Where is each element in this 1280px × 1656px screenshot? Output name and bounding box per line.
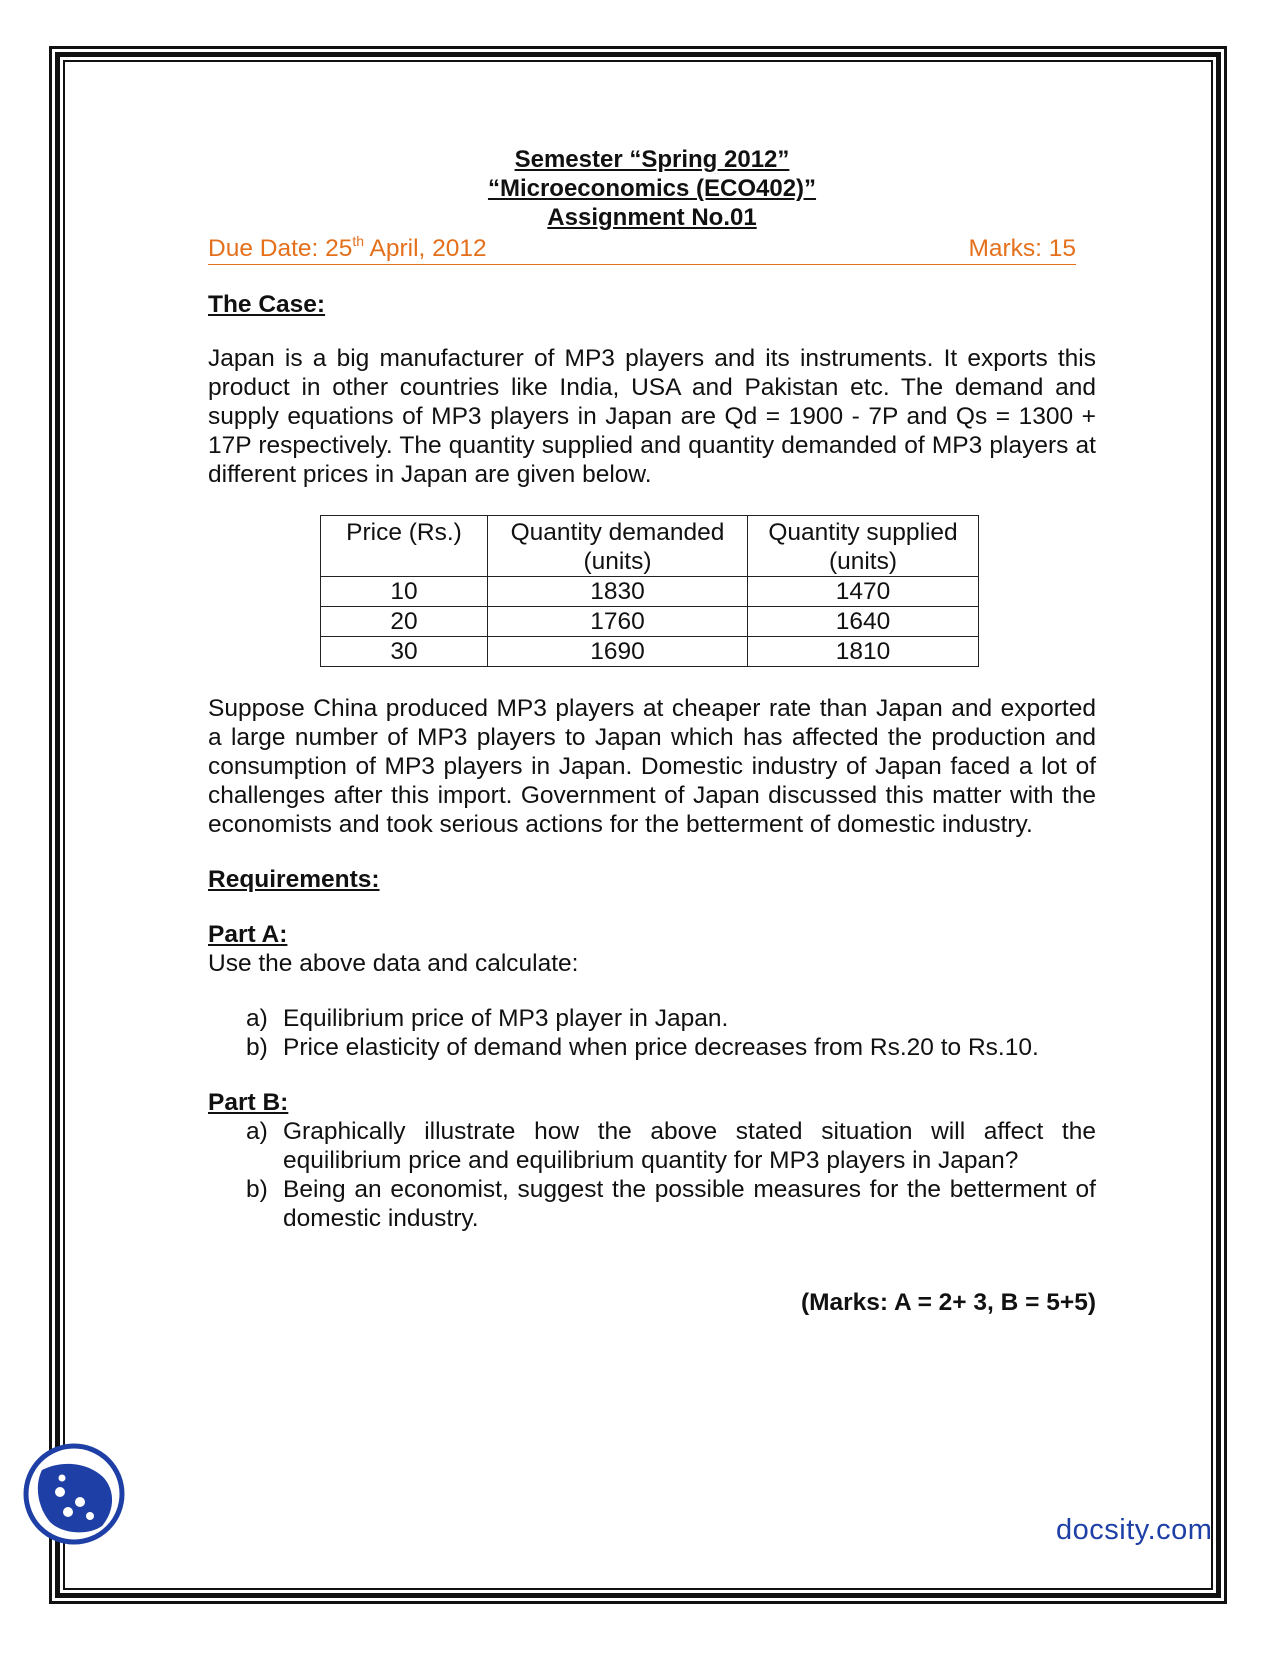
semester-title: Semester “Spring 2012”	[514, 146, 790, 173]
marks-summary: (Marks: A = 2+ 3, B = 5+5)	[800, 1289, 1096, 1316]
part-b-heading: Part B:	[208, 1089, 289, 1116]
table-row	[321, 607, 979, 637]
table-row	[321, 637, 979, 667]
table-header-cell: Quantity demanded (units)	[488, 516, 748, 577]
table-cell: 1760	[488, 607, 748, 637]
case-paragraph-1: Japan is a big manufacturer of MP3 players and its instruments. It exports this product in other countries like India, USA and Pakistan etc. The demand and supply equations of MP3 players in Japan are Qd = 1900 - 7P and Qs = 1300 + 17P respectively. The quantity supplied and quantity demanded of MP3 players at different prices in Japan are given below.	[208, 345, 1096, 488]
table-cell: 20	[321, 607, 488, 637]
part-b-list	[208, 1117, 1096, 1233]
table-cell: 10	[321, 577, 488, 607]
list-item: b) Being an economist, suggest the possible measures for the betterment of domestic industry.	[246, 1176, 1096, 1232]
docsity-logo-icon[interactable]	[22, 1442, 126, 1546]
document-content	[208, 145, 1096, 1317]
table-row	[321, 577, 979, 607]
table-cell: 30	[321, 637, 488, 667]
table-cell: 1830	[488, 577, 748, 607]
list-item: a) Equilibrium price of MP3 player in Japan.	[246, 1005, 729, 1032]
due-date: Due Date: 25th April, 2012	[208, 233, 487, 262]
table-header-row	[321, 516, 979, 577]
table-header-cell: Price (Rs.)	[321, 516, 488, 577]
course-title: “Microeconomics (ECO402)”	[487, 175, 817, 202]
total-marks: Marks: 15	[968, 235, 1076, 262]
assignment-title: Assignment No.01	[547, 204, 757, 231]
table-cell: 1470	[748, 577, 979, 607]
table-cell: 1640	[748, 607, 979, 637]
part-a-intro: Use the above data and calculate:	[208, 950, 579, 977]
part-a-list	[208, 1004, 1096, 1062]
docsity-brand-link[interactable]: docsity.com	[1056, 1514, 1213, 1546]
due-date-row	[208, 234, 1076, 265]
table-cell: 1810	[748, 637, 979, 667]
table-header-cell: Quantity supplied (units)	[748, 516, 979, 577]
document-header	[208, 145, 1096, 232]
price-quantity-table	[320, 515, 979, 667]
case-paragraph-2: Suppose China produced MP3 players at cheaper rate than Japan and exported a large number of MP3 players to Japan which has affected the production and consumption of MP3 players in Japan. Domestic industry of Japan faced a lot of challenges after this import. Government of Japan discussed this matter with the economists and took serious actions for the betterment of domestic industry.	[208, 695, 1096, 838]
list-item: b) Price elasticity of demand when price decreases from Rs.20 to Rs.10.	[246, 1034, 1039, 1061]
list-item: a) Graphically illustrate how the above stated situation will affect the equilibrium price and equilibrium quantity for MP3 players in Japan?	[246, 1118, 1096, 1174]
case-heading: The Case:	[208, 291, 326, 318]
part-a-heading: Part A:	[208, 921, 288, 948]
table-cell: 1690	[488, 637, 748, 667]
requirements-heading: Requirements:	[208, 866, 380, 893]
